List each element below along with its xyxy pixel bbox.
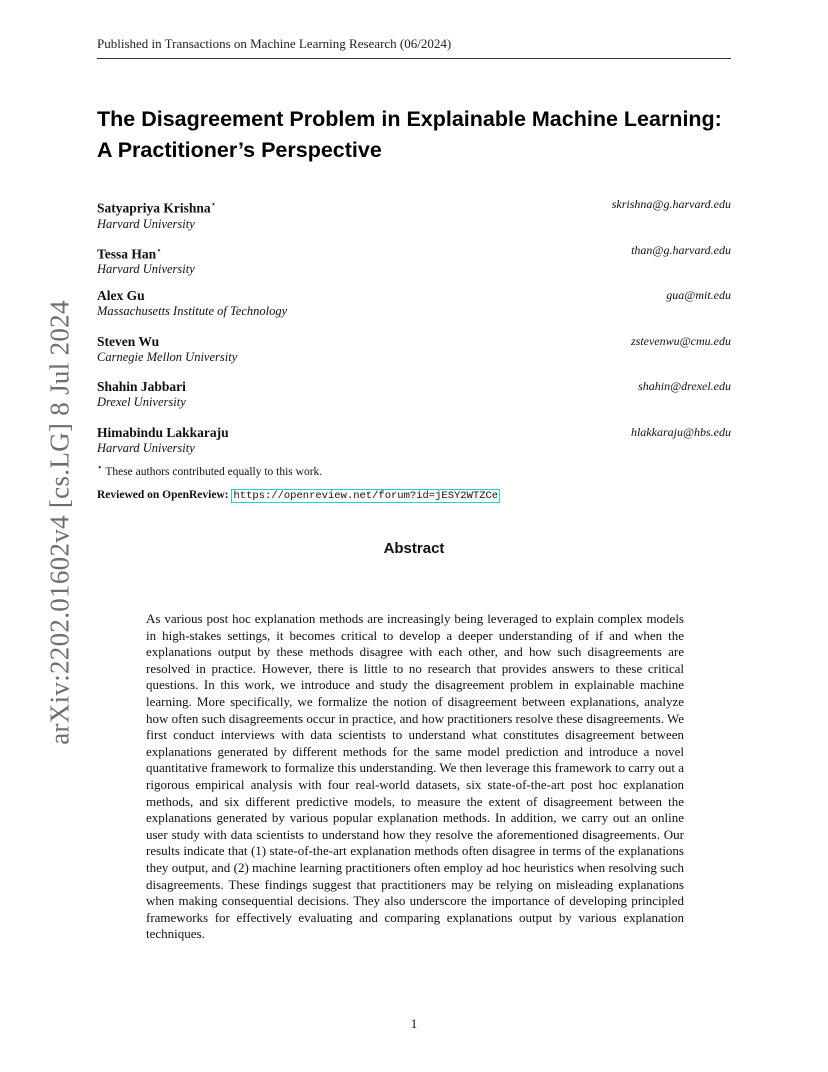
author-email[interactable]: gua@mit.edu: [666, 288, 731, 302]
author-affiliation: Massachusetts Institute of Technology: [97, 304, 288, 318]
author-name: Shahin Jabbari: [97, 379, 186, 394]
author-email[interactable]: skrishna@g.harvard.edu: [611, 197, 731, 211]
author-affiliation: Harvard University: [97, 440, 195, 455]
author-block: [97, 196, 731, 242]
author-block: [97, 333, 731, 379]
author-block: [97, 378, 731, 424]
openreview-label: Reviewed on OpenReview:: [97, 489, 229, 501]
author-name-line: [97, 378, 731, 395]
page-number: 1: [410, 1016, 418, 1031]
arxiv-stamp: arXiv:2202.01602v4 [cs.LG] 8 Jul 2024: [44, 300, 75, 745]
author-affiliation: Harvard University: [97, 262, 195, 276]
openreview-line: [97, 489, 500, 502]
author-name: Steven Wu: [97, 333, 160, 349]
author-affiliation: Harvard University: [97, 216, 195, 231]
running-header: Published in Transactions on Machine Learning Research (06/2024): [97, 36, 731, 59]
abstract-body: As various post hoc explanation methods are increasingly being leveraged to explain complex models in high-stakes settings, it becomes critical to develop a deeper understanding of if and when the explanations output by these methods disagree with each other, and how such disagreements are resolved in practice. However, there is little to no research that provides answers to these critical questions. In this work, we introduce and study the disagreement problem in explainable machine learning. More specifically, we formalize the notion of disagreement between explanations, analyze how often such disagreements occur in practice, and how practitioners resolve these disagreements. We first conduct interviews with data scientists to understand what constitutes disagreement between explanations generated by different methods for the same model prediction and introduce a novel quantitative framework to formalize this understanding. We then leverage this framework to carry out a rigorous empirical analysis with four real-world datasets, six state-of-the-art post hoc explanation methods, and six different predictive models, to measure the extent of disagreement between the explanations generated by various popular explanation methods. In addition, we carry out an online user study with data scientists to understand how they resolve the aforementioned disagreements. Our results indicate that (1) state-of-the-art explanation methods often disagree in terms of the explanations they output, and (2) machine learning practitioners often employ ad hoc heuristics when resolving such disagreements. These findings suggest that practitioners may be relying on misleading explanations when making consequential decisions. They also underscore the importance of developing principled frameworks for effectively evaluating and comparing explanations output by various explanation techniques.: [146, 611, 684, 942]
author-block: [97, 242, 731, 288]
author-email[interactable]: than@g.harvard.edu: [631, 242, 731, 257]
author-email[interactable]: hlakkaraju@hbs.edu: [630, 424, 731, 439]
equal-contribution-mark: ⋆: [210, 199, 217, 209]
author-name: Alex Gu: [97, 288, 145, 303]
footnote-mark: ⋆: [97, 462, 103, 472]
author-name-line: [97, 287, 731, 304]
author-affiliation: Drexel University: [97, 395, 186, 409]
author-block: [97, 287, 731, 333]
author-email[interactable]: zstevenwu@cmu.edu: [630, 333, 731, 348]
author-name: Satyapriya Krishna: [97, 200, 211, 216]
author-email[interactable]: shahin@drexel.edu: [638, 379, 731, 393]
title-line-2: A Practitioner’s Perspective: [97, 138, 382, 162]
equal-contribution-mark: ⋆: [156, 244, 162, 255]
author-list: [97, 196, 731, 469]
author-name: Himabindu Lakkaraju: [97, 424, 229, 440]
paper-title: [97, 104, 757, 166]
footnote-text: These authors contributed equally to this work.: [105, 465, 323, 478]
author-affiliation: Carnegie Mellon University: [97, 349, 238, 364]
title-line-1: The Disagreement Problem in Explainable Machine Learning:: [97, 107, 722, 131]
equal-contribution-footnote: [97, 462, 322, 478]
author-name: Tessa Han: [97, 246, 157, 261]
openreview-link[interactable]: https://openreview.net/forum?id=jESY2WTZCe: [233, 490, 499, 502]
abstract-heading: Abstract: [383, 540, 445, 557]
